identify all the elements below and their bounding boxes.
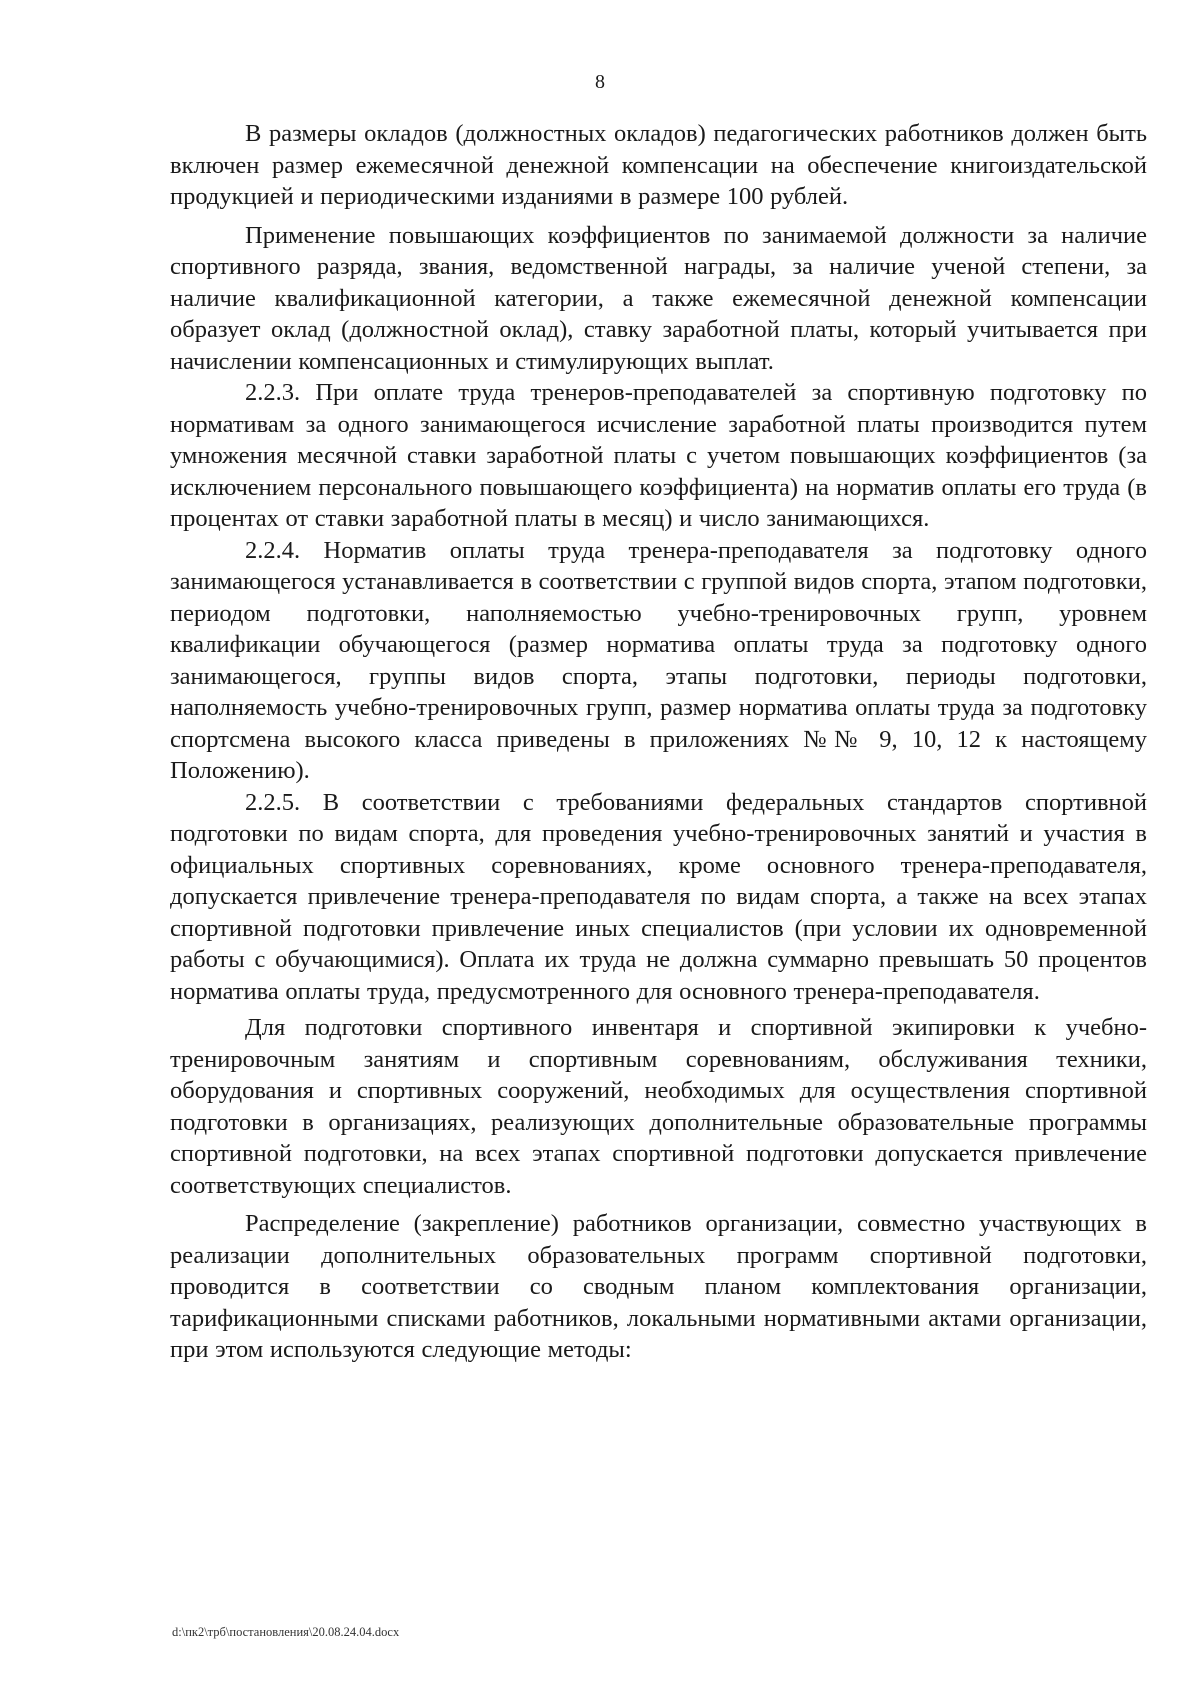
paragraph-equipment-specialists: Для подготовки спортивного инвентаря и спортивной экипировки к учебно-тренировочным занятиям и спортивным соревнованиям, обслуживания техники, оборудования и спортивных сооружений, необходимых для осуществления спортивной подготовки в организациях, реализующих дополнительные образовательные программы спортивной подготовки, на всех этапах спортивной подготовки допускается привлечение соответствующих специалистов. — [170, 1014, 1147, 1199]
paragraph-coefficients: Применение повышающих коэффициентов по занимаемой должности за наличие спортивного разряда, звания, ведомственной награды, за наличие ученой степени, за наличие квалификационной категории, а также ежемесячной денежной компенсации образует оклад (должностной оклад), ставку заработной платы, который учитывается при начислении компенсационных и стимулирующих выплат. — [170, 221, 1147, 375]
paragraph-2-2-3: 2.2.3. При оплате труда тренеров-преподавателей за спортивную подготовку по нормативам за одного занимающегося исчисление заработной платы производится путем умножения месячной ставки заработной платы с учетом повышающих коэффициентов (за исключением персонального повышающего коэффициента) на норматив оплаты его труда (в процентах от ставки заработной платы в месяц) и число занимающихся. — [170, 379, 1147, 532]
page-number: 8 — [595, 71, 605, 93]
paragraph-salary-compensation: В размеры окладов (должностных окладов) педагогических работников должен быть включен размер ежемесячной денежной компенсации на обеспечение книгоиздательской продукцией и периодическими изданиями в размере 100 рублей. — [170, 120, 1147, 210]
footer-file-path: d:\пк2\трб\постановления\20.08.24.04.docx — [172, 1625, 400, 1639]
paragraph-2-2-4: 2.2.4. Норматив оплаты труда тренера-преподавателя за подготовку одного занимающегося устанавливается в соответствии с группой видов спорта, этапом подготовки, периодом подготовки, наполняемостью учебно-тренировочных групп, уровнем квалификации обучающегося (размер норматива оплаты труда за подготовку одного занимающегося, группы видов спорта, этапы подготовки, периоды подготовки, наполняемость учебно-тренировочных групп, размер норматива оплаты труда за подготовку спортсмена высокого класса приведены в приложениях №№ 9, 10, 12 к настоящему Положению). — [170, 536, 1147, 784]
paragraph-distribution: Распределение (закрепление) работников организации, совместно участвующих в реализации дополнительных образовательных программ спортивной подготовки, проводится в соответствии со сводным планом комплектования организации, тарификационными списками работников, локальными нормативными актами организации, при этом используются следующие методы: — [170, 1210, 1147, 1363]
document-body — [170, 118, 1147, 1366]
paragraph-2-2-5: 2.2.5. В соответствии с требованиями федеральных стандартов спортивной подготовки по видам спорта, для проведения учебно-тренировочных занятий и участия в официальных спортивных соревнованиях, кроме основного тренера-преподавателя, допускается привлечение тренера-преподавателя по видам спорта, а также на всех этапах спортивной подготовки привлечение иных специалистов (при условии их одновременной работы с обучающимися). Оплата их труда не должна суммарно превышать 50 процентов норматива оплаты труда, предусмотренного для основного тренера-преподавателя. — [170, 788, 1147, 1005]
